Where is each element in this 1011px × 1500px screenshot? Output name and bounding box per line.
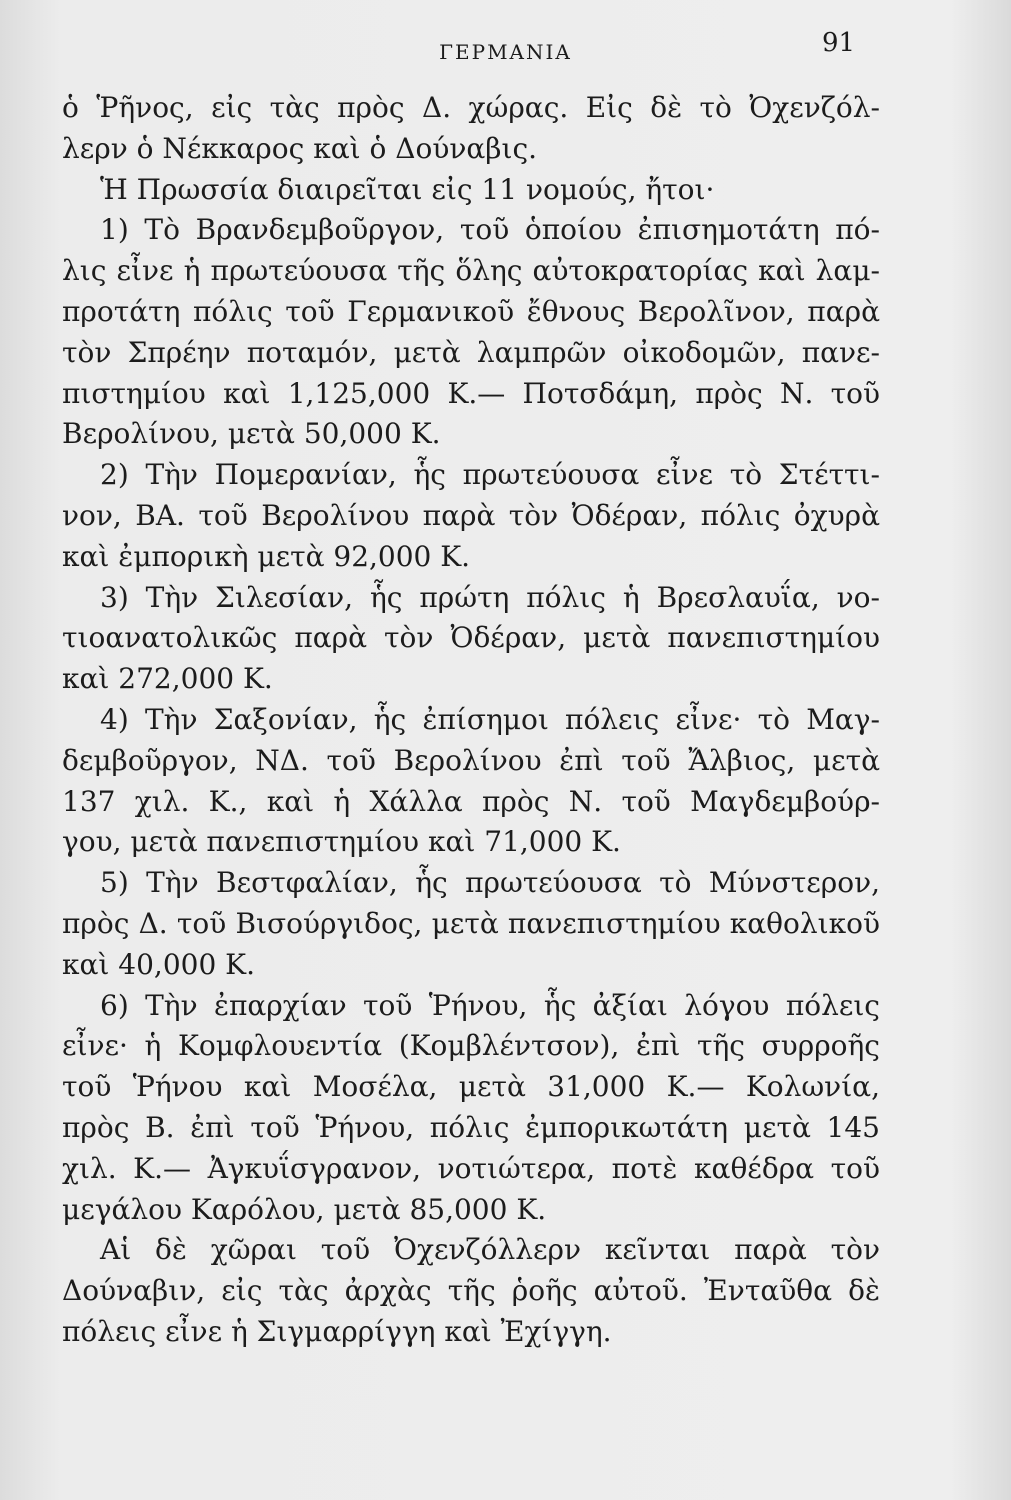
- text-line: πόλεις εἶνε ἡ Σιγμαρρίγγη καὶ Ἐχίγγη.: [62, 1314, 612, 1348]
- text-line: πρὸς Δ. τοῦ Βισούργιδος, μετὰ πανεπιστημίου καθολικοῦ: [62, 906, 880, 940]
- text-line: πρὸς Β. ἐπὶ τοῦ Ῥήνου, πόλις ἐμπορικωτάτη μετὰ 145: [62, 1110, 880, 1144]
- body-text: [62, 88, 880, 1353]
- text-line: μεγάλου Καρόλου, μετὰ 85,000 Κ.: [62, 1192, 547, 1226]
- running-head: ΓΕΡΜΑΝΙΑ: [439, 40, 572, 64]
- text-line: 6) Τὴν ἐπαρχίαν τοῦ Ῥήνου, ἧς ἀξίαι λόγου πόλεις: [100, 988, 880, 1022]
- text-line: 137 χιλ. Κ., καὶ ἡ Χάλλα πρὸς Ν. τοῦ Μαγδεμβούρ-: [62, 784, 880, 818]
- page-number: 91: [822, 28, 856, 58]
- text-line: καὶ 272,000 Κ.: [62, 662, 273, 696]
- text-line: τὸν Σπρέην ποταμόν, μετὰ λαμπρῶν οἰκοδομῶν, πανε-: [62, 335, 880, 369]
- text-line: τοῦ Ῥήνου καὶ Μοσέλα, μετὰ 31,000 Κ.— Κολωνία,: [62, 1070, 880, 1104]
- text-line: 1) Τὸ Βρανδεμβοῦργον, τοῦ ὁποίου ἐπισημοτάτη πό-: [100, 213, 880, 247]
- text-line: πιστημίου καὶ 1,125,000 Κ.— Ποτσδάμη, πρὸς Ν. τοῦ: [62, 376, 880, 410]
- text-line: λερν ὁ Νέκκαρος καὶ ὁ Δούναβις.: [62, 131, 538, 165]
- text-line: 5) Τὴν Βεστφαλίαν, ἧς πρωτεύουσα τὸ Μύνστερον,: [100, 866, 880, 900]
- text-line: τιοανατολικῶς παρὰ τὸν Ὀδέραν, μετὰ πανεπιστημίου: [62, 621, 880, 655]
- text-line: 2) Τὴν Πομερανίαν, ἧς πρωτεύουσα εἶνε τὸ Στέττι-: [100, 458, 880, 492]
- text-line: χιλ. Κ.— Ἀγκυΐσγρανον, νοτιώτερα, ποτὲ καθέδρα τοῦ: [62, 1151, 880, 1185]
- text-line: νον, ΒΑ. τοῦ Βερολίνου παρὰ τὸν Ὀδέραν, πόλις ὀχυρὰ: [62, 498, 880, 532]
- text-line: 3) Τὴν Σιλεσίαν, ἧς πρώτη πόλις ἡ Βρεσλαυΐα, νο-: [100, 580, 880, 614]
- text-line: ὁ Ῥῆνος, εἰς τὰς πρὸς Δ. χώρας. Εἰς δὲ τὸ Ὀχενζόλ-: [62, 91, 880, 124]
- text-line: Βερολίνου, μετὰ 50,000 Κ.: [62, 417, 441, 451]
- text-line: καὶ ἐμπορικὴ μετὰ 92,000 Κ.: [62, 539, 471, 573]
- text-line: προτάτη πόλις τοῦ Γερμανικοῦ ἔθνους Βερολῖνον, παρὰ: [62, 294, 880, 328]
- text-line: Ἡ Πρωσσία διαιρεῖται εἰς 11 νομούς, ἤτοι·: [100, 172, 715, 206]
- text-line: Δούναβιν, εἰς τὰς ἀρχὰς τῆς ῥοῆς αὐτοῦ. Ἐνταῦθα δὲ: [62, 1274, 880, 1308]
- text-line: εἶνε· ἡ Κομφλουεντία (Κομβλέντσον), ἐπὶ τῆς συρροῆς: [62, 1029, 880, 1063]
- text-line: καὶ 40,000 Κ.: [62, 947, 255, 981]
- text-line: λις εἶνε ἡ πρωτεύουσα τῆς ὅλης αὐτοκρατορίας καὶ λαμ-: [62, 254, 880, 288]
- text-line: γου, μετὰ πανεπιστημίου καὶ 71,000 Κ.: [62, 825, 621, 859]
- text-line: 4) Τὴν Σαξονίαν, ἧς ἐπίσημοι πόλεις εἶνε· τὸ Μαγ-: [100, 702, 880, 736]
- text-line: Αἱ δὲ χῶραι τοῦ Ὀχενζόλλερν κεῖνται παρὰ τὸν: [100, 1233, 880, 1267]
- text-line: δεμβοῦργον, ΝΔ. τοῦ Βερολίνου ἐπὶ τοῦ Ἄλβιος, μετὰ: [62, 743, 880, 777]
